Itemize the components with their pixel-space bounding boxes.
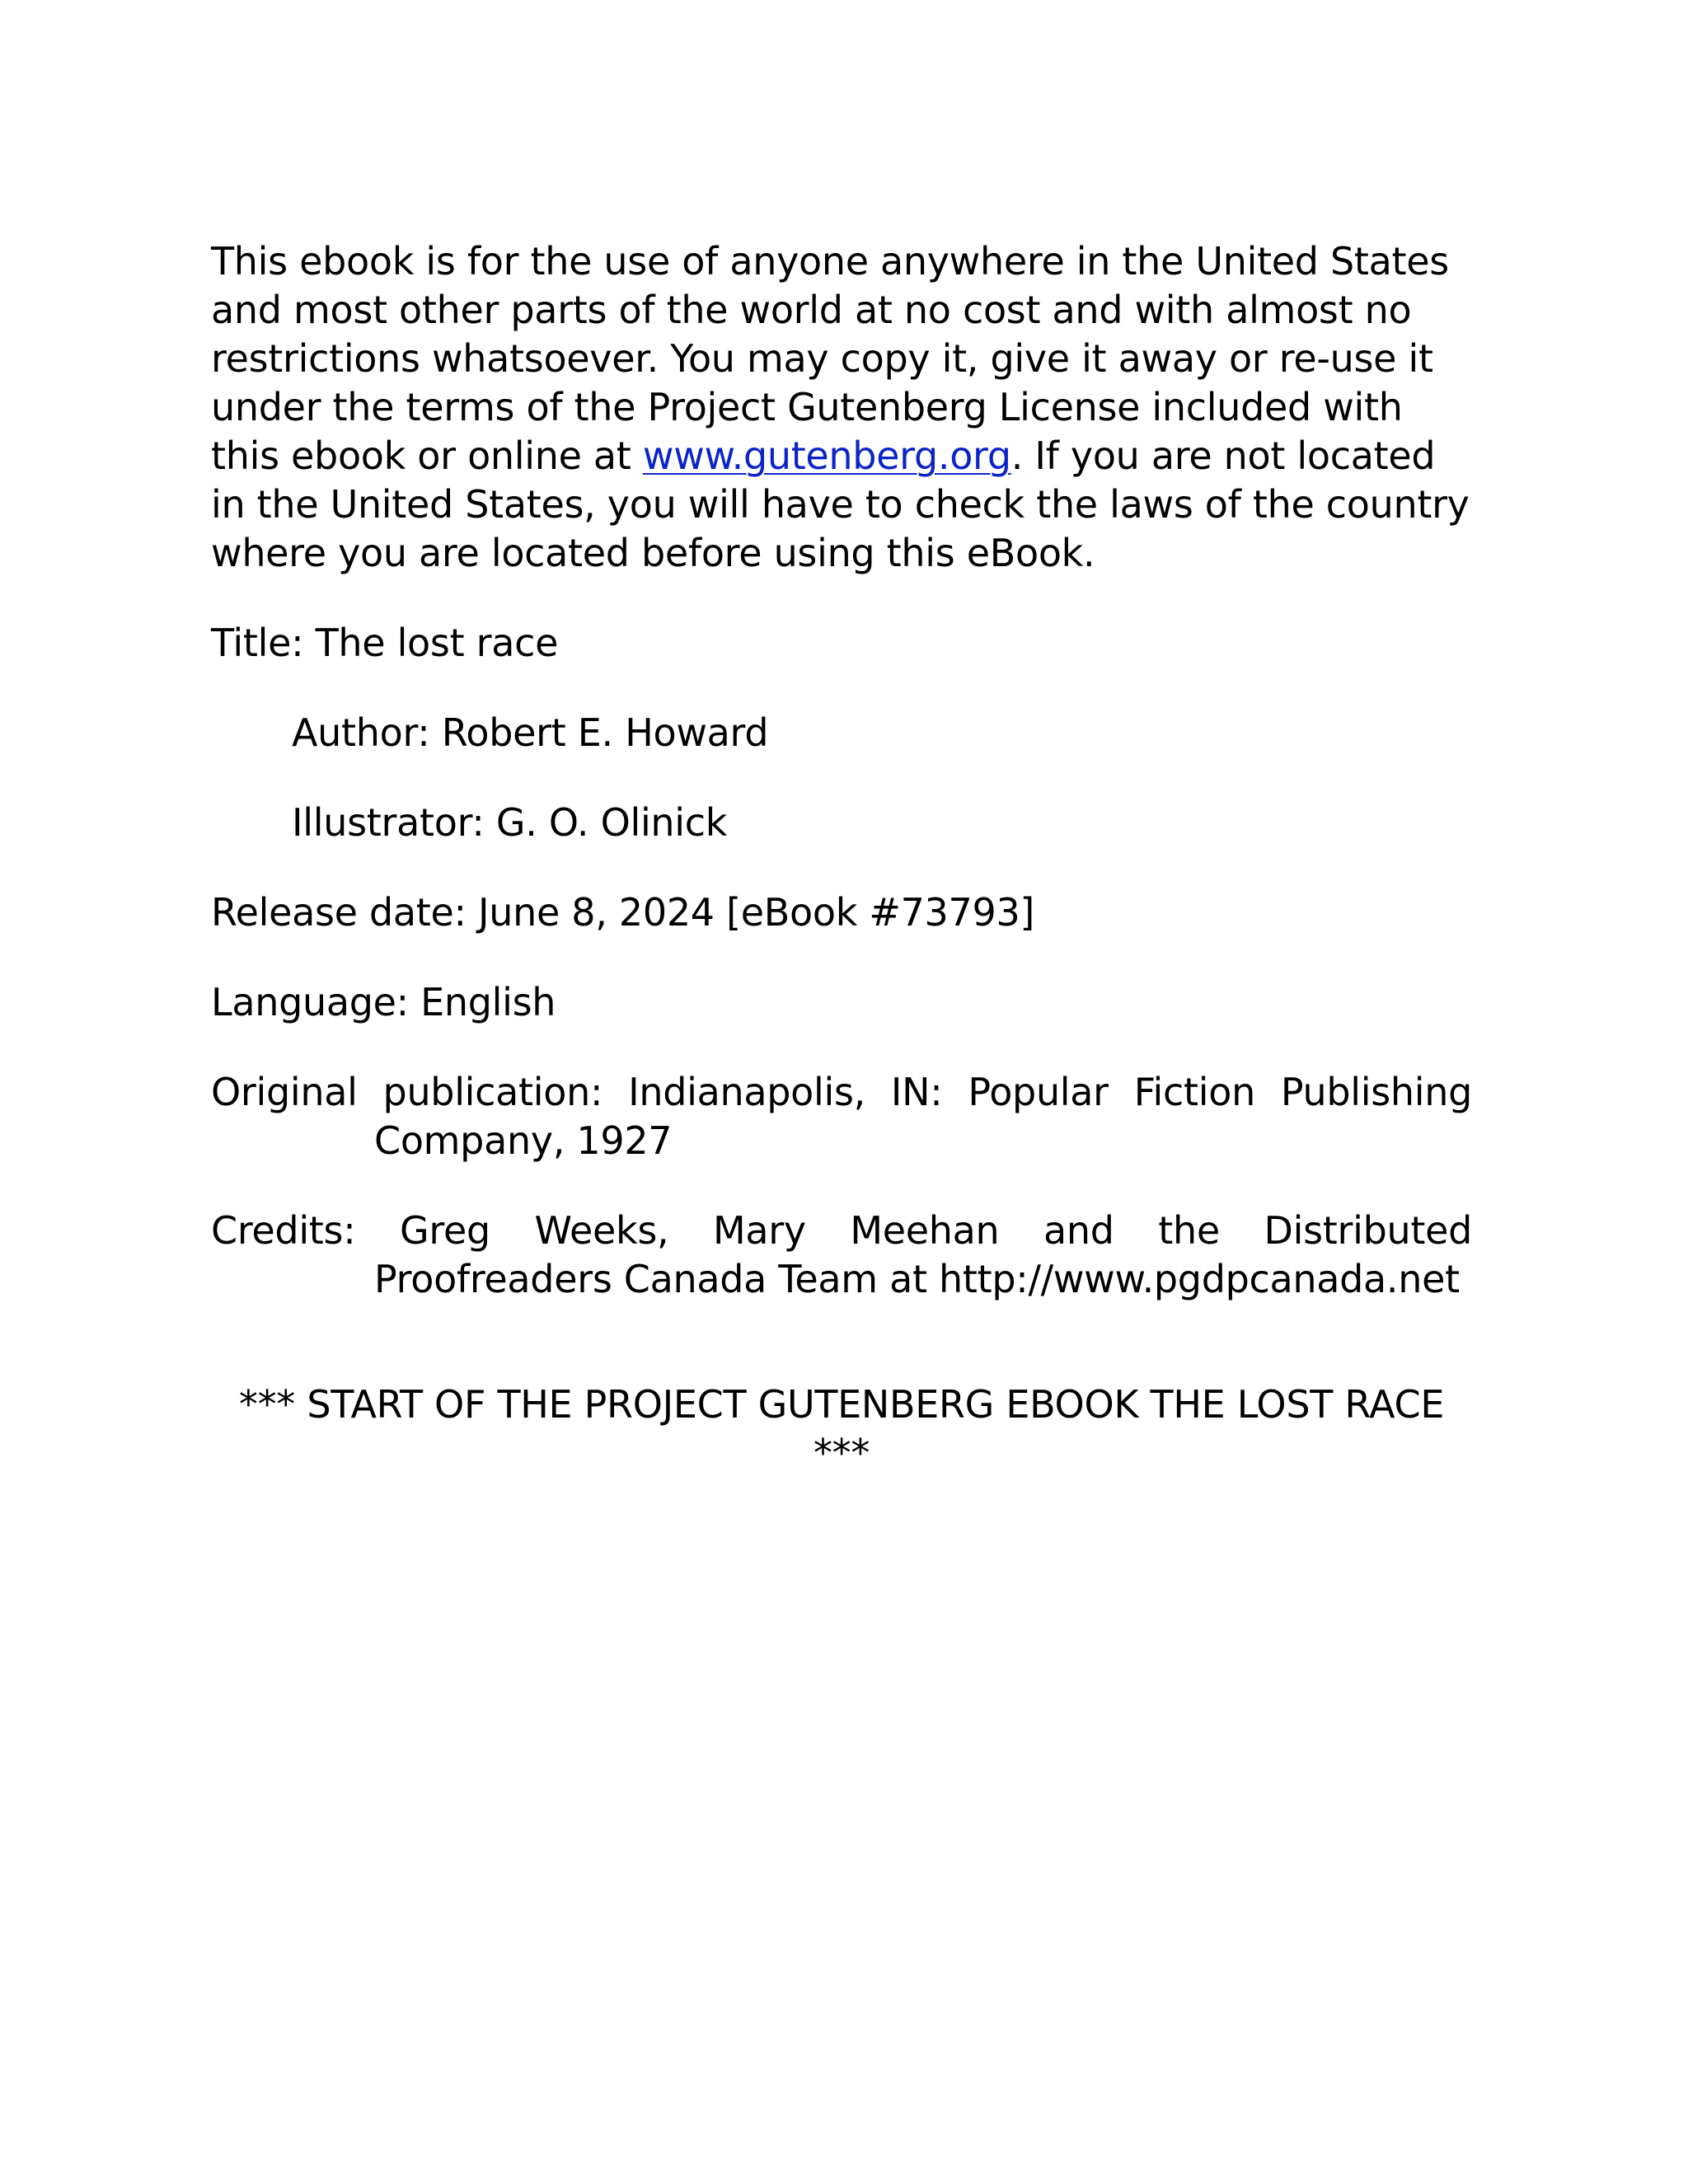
license-text-start: This ebook is for the use of anyone anywhere in the United States and most other parts of the world at no cost and with almost no restrictions whatsoever. You may copy it, give it away or re-use it under the terms of the Project Gutenberg License included with this ebook or online at bbox=[211, 239, 1449, 478]
gutenberg-link[interactable]: www.gutenberg.org bbox=[642, 434, 1011, 478]
ebook-start-marker: *** START OF THE PROJECT GUTENBERG EBOOK THE LOST RACE *** bbox=[238, 1382, 1445, 1475]
book-language: Language: English bbox=[211, 980, 556, 1024]
book-author: Author: Robert E. Howard bbox=[292, 710, 769, 755]
release-date: Release date: June 8, 2024 [eBook #73793] bbox=[211, 890, 1035, 935]
book-illustrator: Illustrator: G. O. Olinick bbox=[292, 800, 728, 845]
credits: Credits: Greg Weeks, Mary Meehan and the Distributed Proofreaders Canada Team at http://www.pgdpcanada.net bbox=[211, 1208, 1472, 1301]
license-text-end: . If you are not located in the United States, you will have to check the laws of the country where you are located before using this eBook. bbox=[211, 434, 1470, 575]
book-title: Title: The lost race bbox=[211, 621, 559, 665]
original-publication: Original publication: Indianapolis, IN: Popular Fiction Publishing Company, 1927 bbox=[211, 1070, 1472, 1163]
ebook-front-matter bbox=[211, 237, 1472, 1516]
license-paragraph bbox=[211, 237, 1472, 578]
